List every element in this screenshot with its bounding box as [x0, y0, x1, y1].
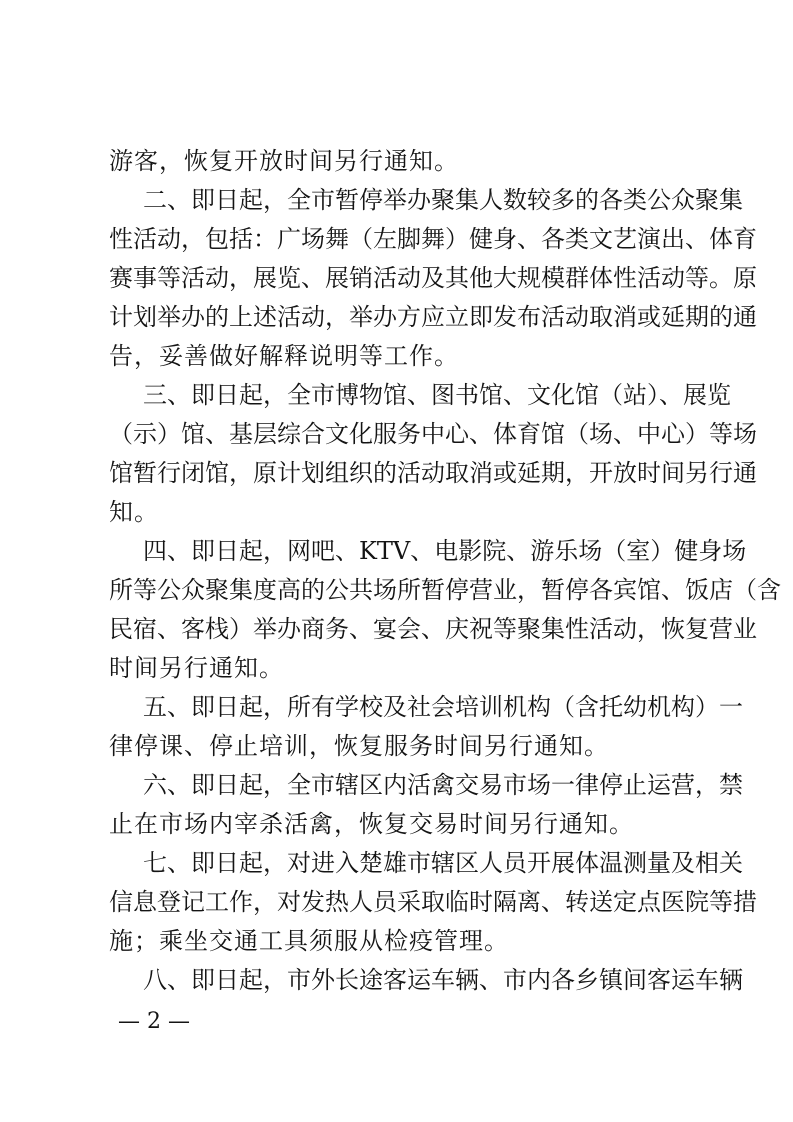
text-line: 施；乘坐交通工具须服从检疫管理。: [109, 927, 509, 955]
text-line: 馆暂行闭馆，原计划组织的活动取消或延期，开放时间另行通: [109, 459, 757, 487]
page-number: — 2 —: [118, 1009, 190, 1034]
text-line: 性活动，包括：广场舞（左脚舞）健身、各类文艺演出、体育: [109, 225, 757, 253]
text-line: （示）馆、基层综合文化服务中心、体育馆（场、中心）等场: [109, 420, 757, 448]
text-line: 民宿、客栈）举办商务、宴会、庆祝等聚集性活动，恢复营业: [109, 615, 757, 643]
text-line: 二、即日起，全市暂停举办聚集人数较多的各类公众聚集: [143, 186, 743, 214]
text-line: 七、即日起，对进入楚雄市辖区人员开展体温测量及相关: [143, 849, 743, 877]
text-line: 六、即日起，全市辖区内活禽交易市场一律停止运营，禁: [143, 771, 743, 799]
text-line: 告，妥善做好解释说明等工作。: [109, 342, 459, 370]
text-line: 信息登记工作，对发热人员采取临时隔离、转送定点医院等措: [109, 888, 757, 916]
text-line: 三、即日起，全市博物馆、图书馆、文化馆（站）、展览: [143, 381, 731, 409]
text-line: 计划举办的上述活动，举办方应立即发布活动取消或延期的通: [109, 303, 757, 331]
text-line: 五、即日起，所有学校及社会培训机构（含托幼机构）一: [143, 693, 743, 721]
text-line: 止在市场内宰杀活禽，恢复交易时间另行通知。: [109, 810, 634, 838]
text-line: 游客，恢复开放时间另行通知。: [109, 147, 459, 175]
text-line: 时间另行通知。: [109, 654, 284, 682]
text-line: 八、即日起，市外长途客运车辆、市内各乡镇间客运车辆: [143, 966, 743, 994]
text-line: 所等公众聚集度高的公共场所暂停营业，暂停各宾馆、饭店（含: [109, 576, 781, 604]
text-line: 知。: [109, 498, 159, 526]
text-line: 四、即日起，网吧、KTV、电影院、游乐场（室）健身场: [143, 537, 747, 565]
text-line: 律停课、停止培训，恢复服务时间另行通知。: [109, 732, 609, 760]
text-line: 赛事等活动，展览、展销活动及其他大规模群体性活动等。原: [109, 264, 757, 292]
